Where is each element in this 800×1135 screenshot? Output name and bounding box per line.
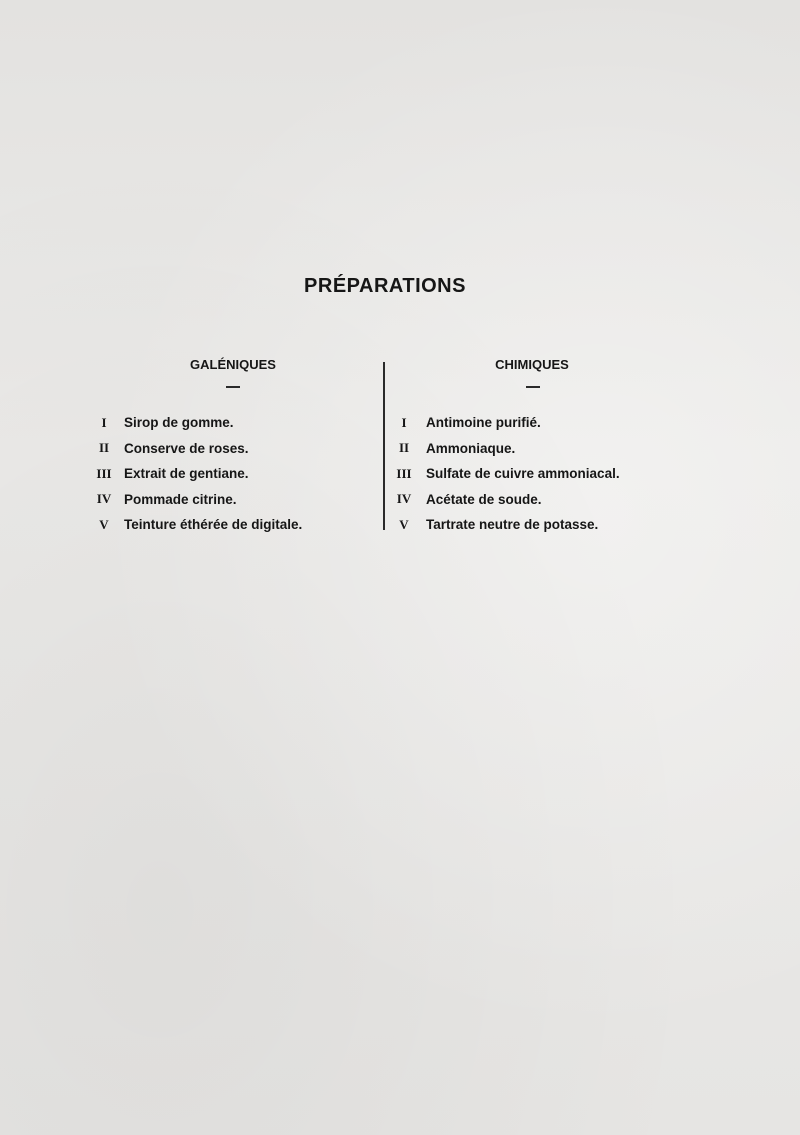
galeniques-list (90, 410, 302, 538)
item-text: Ammoniaque. (426, 440, 516, 456)
galeniques-heading-rule (226, 386, 240, 388)
chimiques-list (392, 410, 620, 538)
list-item (90, 410, 302, 436)
item-text: Teinture éthérée de digitale. (124, 517, 303, 533)
item-number: II (398, 440, 410, 456)
list-item (392, 461, 620, 487)
list-item (90, 461, 302, 487)
chimiques-heading-rule (526, 386, 540, 388)
list-item (392, 436, 620, 462)
item-text: Conserve de roses. (124, 440, 249, 456)
item-number: III (96, 465, 112, 481)
list-item (90, 436, 302, 462)
list-item (392, 512, 620, 538)
item-number: V (399, 516, 409, 532)
item-number: I (401, 414, 407, 430)
item-number: I (101, 414, 107, 430)
list-item (392, 410, 620, 436)
list-item (90, 512, 302, 538)
item-number: IV (96, 491, 112, 507)
chimiques-heading: CHIMIQUES (495, 357, 569, 372)
galeniques-heading: GALÉNIQUES (190, 357, 276, 372)
item-text: Sirop de gomme. (124, 415, 234, 431)
item-text: Acétate de soude. (426, 491, 542, 507)
item-number: V (99, 516, 109, 532)
list-item (392, 487, 620, 513)
item-number: III (396, 465, 412, 481)
item-text: Pommade citrine. (124, 491, 237, 507)
column-divider (383, 362, 385, 530)
item-text: Extrait de gentiane. (124, 466, 249, 482)
list-item (90, 487, 302, 513)
item-text: Sulfate de cuivre ammoniacal. (426, 466, 620, 482)
item-number: II (98, 440, 110, 456)
item-text: Tartrate neutre de potasse. (426, 517, 599, 533)
item-text: Antimoine purifié. (426, 415, 541, 431)
page-title: PRÉPARATIONS (304, 275, 466, 297)
item-number: IV (396, 491, 412, 507)
